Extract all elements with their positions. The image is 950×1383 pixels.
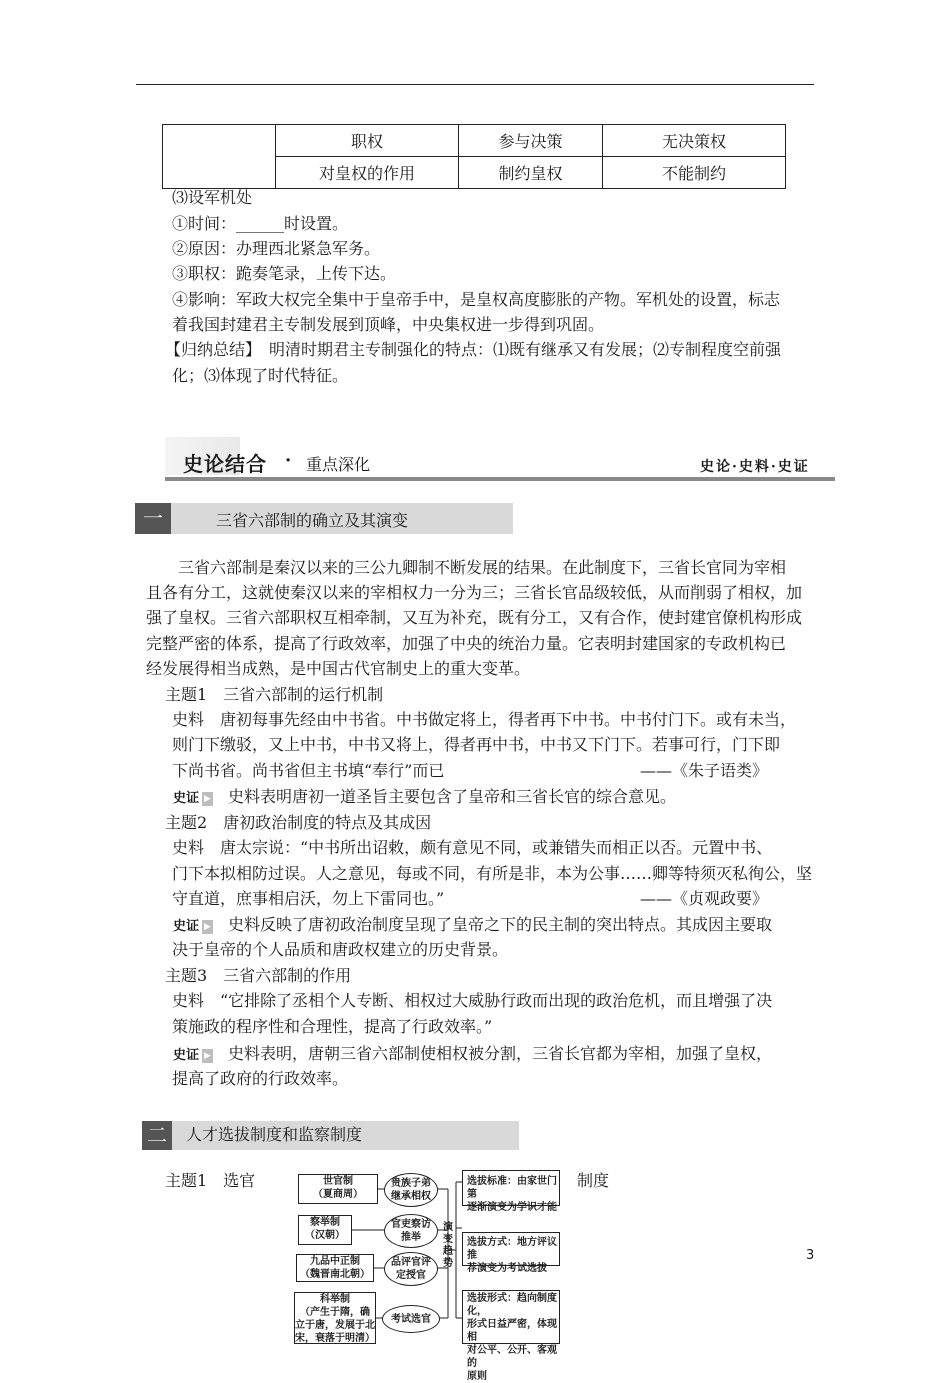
source-line: 史料 “它排除了丞相个人专断、相权过大威胁行政而出现的政治危机，而且增强了决: [172, 991, 773, 1010]
system-box: [298, 1215, 352, 1245]
trend-char: 趋: [443, 1246, 453, 1257]
box-line: （汉朝）: [305, 1230, 345, 1241]
table-cell: 职权: [276, 125, 459, 157]
evidence-line: 史料表明唐初一道圣旨主要包含了皇帝和三省长官的综合意见。: [228, 787, 677, 806]
banner-dot: ·: [285, 450, 292, 471]
evidence-line: 决于皇帝的个人品质和唐政权建立的历史背景。: [172, 940, 509, 959]
source-citation: ——《朱子语类》: [640, 761, 769, 780]
oval-line: 品评官评: [391, 1257, 431, 1268]
trend-box: [462, 1290, 560, 1382]
text-line: 着我国封建君主专制发展到顶峰，中央集权进一步得到巩固。: [172, 315, 605, 334]
play-arrow-icon: ▶: [202, 1049, 213, 1063]
oval-line: 推举: [401, 1232, 421, 1243]
topic-heading: 主题1 选官: [165, 1171, 256, 1190]
source-line: 守直道，庶事相启沃，勿上下雷同也。”: [172, 889, 445, 908]
table-row: [163, 125, 786, 157]
system-box: [294, 1292, 376, 1344]
table-cell: 参与决策: [459, 125, 603, 157]
table-cell: 无决策权: [603, 125, 786, 157]
text-line: ④影响：军政大权完全集中于皇帝手中，是皇权高度膨胀的产物。军机处的设置，标志: [172, 290, 781, 309]
oval-line: 定授官: [396, 1270, 426, 1281]
topic-heading: 主题1 三省六部制的运行机制: [165, 685, 384, 704]
trend-label: [440, 1222, 456, 1276]
source-line: 下尚书省。尚书省但主书填“奉行”而已: [172, 761, 445, 780]
play-arrow-icon: ▶: [202, 792, 213, 806]
paragraph-line: 完整严密的体系，提高了行政效率，加强了中央的统治力量。它表明封建国家的专政机构已: [146, 634, 787, 653]
subsection-heading: ⑶设军机处: [172, 188, 253, 207]
evidence-line: 提高了政府的行政效率。: [172, 1069, 349, 1088]
section-number: 一: [135, 503, 171, 534]
box-line: 立于唐，发展于北: [295, 1320, 375, 1331]
method-oval: [384, 1214, 438, 1248]
banner-title: 史论结合: [183, 452, 267, 476]
method-oval: [384, 1173, 438, 1207]
banner-rule: [165, 477, 835, 481]
box-line: （魏晋南北朝）: [300, 1269, 370, 1280]
system-box: [296, 1254, 374, 1282]
table-cell: 不能制约: [603, 157, 786, 189]
box-line: 选拔形式：趋向制度化，: [467, 1293, 557, 1317]
page-number: 3: [806, 1248, 815, 1263]
topic-heading-suffix: 制度: [577, 1171, 610, 1190]
banner-tagline: 史论·史料·史证: [700, 459, 810, 475]
evidence-label: 史证: [173, 919, 200, 934]
paragraph-line: 强了皇权。三省六部职权互相牵制，又互为补充，既有分工，又有合作，使封建官僚机构形成: [146, 608, 803, 627]
header-rule: [136, 84, 814, 85]
summary-line: 【归纳总结】 明清时期君主专制强化的特点：⑴既有继承又有发展；⑵专制程度空前强: [165, 340, 782, 359]
method-oval: [384, 1252, 438, 1286]
source-citation: ——《贞观政要》: [640, 889, 769, 908]
comparison-table: [162, 124, 786, 189]
table-cell: 制约皇权: [459, 157, 603, 189]
topic-heading: 主题2 唐初政治制度的特点及其成因: [165, 813, 432, 832]
paragraph-line: 经发展得相当成熟，是中国古代官制史上的重大变革。: [146, 659, 531, 678]
table-cell: 对皇权的作用: [276, 157, 459, 189]
box-line: 九品中正制: [310, 1256, 360, 1267]
trend-char: 变: [443, 1234, 453, 1245]
topic-heading: 主题3 三省六部制的作用: [165, 966, 352, 985]
box-line: 选拔标准：由家世门第: [467, 1176, 557, 1200]
oval-line: 贵族子弟: [391, 1178, 431, 1189]
paragraph-line: 且各有分工，这就使秦汉以来的宰相权力一分为三；三省长官品级较低，从而削弱了相权，加: [146, 583, 803, 602]
box-line: 察举制: [310, 1217, 340, 1228]
evidence-tag: [173, 787, 213, 806]
trend-char: 势: [443, 1258, 453, 1269]
oval-line: 官吏察访: [391, 1219, 431, 1230]
evidence-tag: [173, 1044, 213, 1063]
text-line: ②原因：办理西北紧急军务。: [172, 239, 381, 258]
trend-box: [462, 1232, 560, 1274]
system-box: [298, 1174, 378, 1204]
box-line: （夏商周）: [313, 1189, 363, 1200]
box-line: 对公平、公开、客观的: [467, 1345, 557, 1369]
evidence-line: 史料表明，唐朝三省六部制使相权被分割，三省长官都为宰相，加强了皇权，: [228, 1044, 773, 1063]
evidence-line: 史料反映了唐初政治制度呈现了皇帝之下的民主制的突出特点。其成因主要取: [228, 915, 773, 934]
box-line: 选拔方式：地方评议推: [467, 1237, 557, 1261]
trend-char: 演: [443, 1222, 453, 1233]
evidence-label: 史证: [173, 1048, 200, 1063]
section-title: 三省六部制的确立及其演变: [216, 511, 409, 530]
oval-line: 考试选官: [391, 1314, 431, 1325]
source-line: 则门下缴驳，又上中书，中书又将上，得者再中书，中书又下门下。若事可行，门下即: [172, 735, 781, 754]
box-line: （产生于隋，确: [300, 1307, 370, 1318]
table-cell: [163, 125, 276, 189]
method-oval: [382, 1305, 440, 1333]
box-line: 科举制: [320, 1294, 350, 1305]
box-line: 荐演变为考试选拔: [467, 1263, 547, 1274]
evidence-tag: [173, 915, 213, 934]
oval-line: 继承相权: [391, 1191, 431, 1202]
box-line: 形式日益严密，体现相: [467, 1319, 557, 1343]
banner-subtitle: 重点深化: [306, 455, 371, 474]
source-line: 史料 唐初每事先经由中书省。中书做定将上，得者再下中书。中书付门下。或有未当，: [172, 710, 797, 729]
text-line: ①时间：______时设置。: [172, 214, 349, 233]
source-line: 门下本拟相防过误。人之意见，每或不同，有所是非，本为公事……卿等特须灭私徇公，坚: [172, 864, 813, 883]
source-line: 史料 唐太宗说：“中书所出诏敕，颇有意见不同，或兼错失而相正以否。元置中书、: [172, 838, 773, 857]
section-number: 二: [142, 1121, 172, 1150]
evidence-label: 史证: [173, 791, 200, 806]
box-line: 宋，衰落于明清）: [295, 1333, 375, 1344]
trend-box: [462, 1170, 560, 1213]
summary-line: 化；⑶体现了时代特征。: [172, 366, 349, 385]
box-line: 逐渐演变为学识才能: [467, 1202, 557, 1213]
play-arrow-icon: ▶: [202, 920, 213, 934]
box-line: 世官制: [323, 1176, 353, 1187]
box-line: 原则: [467, 1371, 487, 1382]
text-line: ③职权：跪奏笔录，上传下达。: [172, 264, 397, 283]
paragraph-line: 三省六部制是秦汉以来的三公九卿制不断发展的结果。在此制度下，三省长官同为宰相: [146, 558, 787, 577]
source-line: 策施政的程序性和合理性，提高了行政效率。”: [172, 1017, 493, 1036]
section-title: 人才选拔制度和监察制度: [186, 1125, 363, 1144]
